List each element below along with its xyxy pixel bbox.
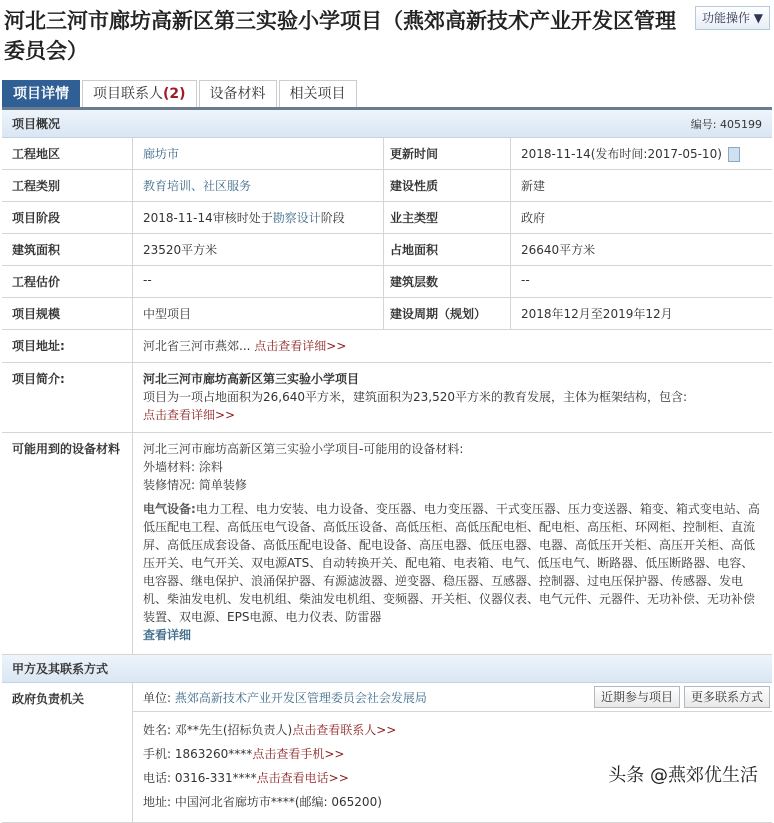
field-label: 建筑层数 [384, 266, 511, 297]
materials-detail-link[interactable]: 查看详细 [143, 628, 192, 642]
table-row [2, 298, 772, 330]
field-value: -- [133, 266, 384, 297]
mobile-text: 手机: 1863260**** [143, 747, 253, 761]
field-label: 业主类型 [384, 202, 511, 233]
category-link[interactable]: 教育培训、社区服务 [133, 170, 384, 201]
tab-equipment[interactable]: 设备材料 [199, 80, 277, 108]
field-value: 新建 [521, 179, 546, 193]
view-phone-link[interactable]: 点击查看电话>> [256, 771, 349, 785]
section-title: 甲方及其联系方式 [12, 662, 109, 676]
contact-actions [590, 686, 770, 708]
field-label: 政府负责机关 [2, 683, 133, 822]
exterior-material: 外墙材料: 涂料 [143, 460, 223, 474]
tab-label: 项目联系人 [93, 86, 163, 102]
section-title: 项目概况 [12, 117, 61, 131]
document-icon[interactable] [728, 147, 740, 162]
address-value: 河北省三河市燕郊... [143, 339, 251, 353]
field-label: 项目地址: [2, 330, 133, 362]
view-mobile-link[interactable]: 点击查看手机>> [252, 747, 345, 761]
intro-title: 河北三河市廊坊高新区第三实验小学项目 [143, 372, 360, 386]
electrical-equipment [143, 500, 762, 626]
stage-date: 2018-11-14审核时处于 [143, 211, 273, 225]
page-title: 河北三河市廊坊高新区第三实验小学项目（燕郊高新技术产业开发区管理委员会） [4, 9, 676, 63]
field-label: 项目阶段 [2, 202, 133, 233]
unit-link[interactable]: 燕郊高新技术产业开发区管理委员会社会发展局 [174, 690, 427, 705]
field-label: 工程估价 [2, 266, 133, 297]
field-label: 更新时间 [384, 138, 511, 169]
function-menu-button[interactable]: 功能操作 ▼ [695, 6, 770, 30]
field-label: 项目规模 [2, 298, 133, 329]
detail-panel [2, 107, 772, 823]
field-value: 26640平方米 [521, 243, 596, 257]
electrical-label: 电气设备: [143, 502, 196, 516]
field-value [133, 433, 772, 654]
materials-row [2, 433, 772, 655]
field-label: 工程地区 [2, 138, 133, 169]
region-link[interactable]: 廊坊市 [133, 138, 384, 169]
more-contacts-button[interactable]: 更多联系方式 [684, 686, 770, 708]
table-row [2, 234, 772, 266]
tab-project-contacts[interactable] [82, 80, 197, 108]
contact-address: 地址: 中国河北省廊坊市****(邮编: 065200) [143, 795, 382, 809]
decoration: 装修情况: 简单装修 [143, 478, 247, 492]
unit [143, 689, 427, 706]
electrical-list: 电力工程、电力安装、电力设备、变压器、电力变压器、干式变压器、压力变送器、箱变、箱式变电站、高低压配电工程、高低压电气设备、高低压设备、高低压柜、高低压配电柜、配电柜、高压柜、环网柜、控制柜、直流屏、高低压成套设备、高低压配电设备、配电设备、高压电器、低压电器、电器、高低压开关柜、高压开关柜、高低压开关、电气开关、双电源ATS、自动转换开关、配电箱、电表箱、电气、低压电气、断路器、低压断路器、电容、电容器、继电保护、浪涌保护器、有源滤波器、逆变器、稳压器、互感器、控制器、过电压保护器、传感器、发电机、柴油发电机、发电机组、柴油发电机组、变频器、开关柜、仪器仪表、电气元件、元器件、无功补偿、无功补偿装置、双电源、EPS电源、电力仪表、防雷器 [143, 502, 760, 624]
field-label: 占地面积 [384, 234, 511, 265]
materials-title: 河北三河市廊坊高新区第三实验小学项目-可能用的设备材料: [143, 442, 464, 456]
overview-header [2, 110, 772, 138]
contact-count: (2) [163, 86, 186, 102]
field-value: 中型项目 [133, 298, 384, 329]
field-label: 可能用到的设备材料 [2, 433, 133, 654]
address-detail-link[interactable]: 点击查看详细>> [254, 339, 347, 353]
field-value [133, 330, 772, 362]
field-label: 建设周期（规划） [384, 298, 511, 329]
watermark: 头条 @燕郊优生活 [608, 765, 758, 786]
stage-link[interactable]: 勘察设计 [272, 211, 321, 225]
contact-header [2, 655, 772, 683]
field-label: 建筑面积 [2, 234, 133, 265]
contact-name [143, 718, 762, 742]
table-row [2, 138, 772, 170]
unit-line [133, 683, 772, 712]
phone-text: 电话: 0316-331**** [143, 771, 257, 785]
field-value: 2018年12月至2019年12月 [521, 307, 673, 321]
name-text: 姓名: 邓**先生(招标负责人) [143, 723, 293, 737]
tab-related-projects[interactable]: 相关项目 [279, 80, 357, 108]
field-value [133, 202, 384, 233]
field-value: 政府 [521, 211, 546, 225]
project-number: 编号: 405199 [690, 117, 762, 131]
field-value [133, 363, 772, 432]
table-row [2, 266, 772, 298]
address-row [2, 330, 772, 363]
field-label: 项目简介: [2, 363, 133, 432]
tab-bar [2, 80, 357, 108]
update-time: 2018-11-14(发布时间:2017-05-10) [521, 147, 722, 161]
tab-project-details[interactable]: 项目详情 [2, 80, 80, 108]
table-row [2, 170, 772, 202]
table-row [2, 202, 772, 234]
contact-row [2, 683, 772, 823]
intro-row [2, 363, 772, 433]
field-value: 23520平方米 [133, 234, 384, 265]
view-contact-link[interactable]: 点击查看联系人>> [292, 723, 397, 737]
field-value [511, 138, 772, 169]
field-label: 工程类别 [2, 170, 133, 201]
recent-projects-button[interactable]: 近期参与项目 [594, 686, 680, 708]
stage-suffix: 阶段 [320, 211, 345, 225]
field-label: 建设性质 [384, 170, 511, 201]
contact-info [133, 683, 772, 822]
intro-detail-link[interactable]: 点击查看详细>> [143, 408, 236, 422]
unit-label: 单位: [143, 690, 172, 705]
field-value: -- [521, 273, 530, 287]
intro-text: 项目为一项占地面积为26,640平方米，建筑面积为23,520平方米的教育发展，主体为框架结构，包含: [143, 390, 688, 404]
